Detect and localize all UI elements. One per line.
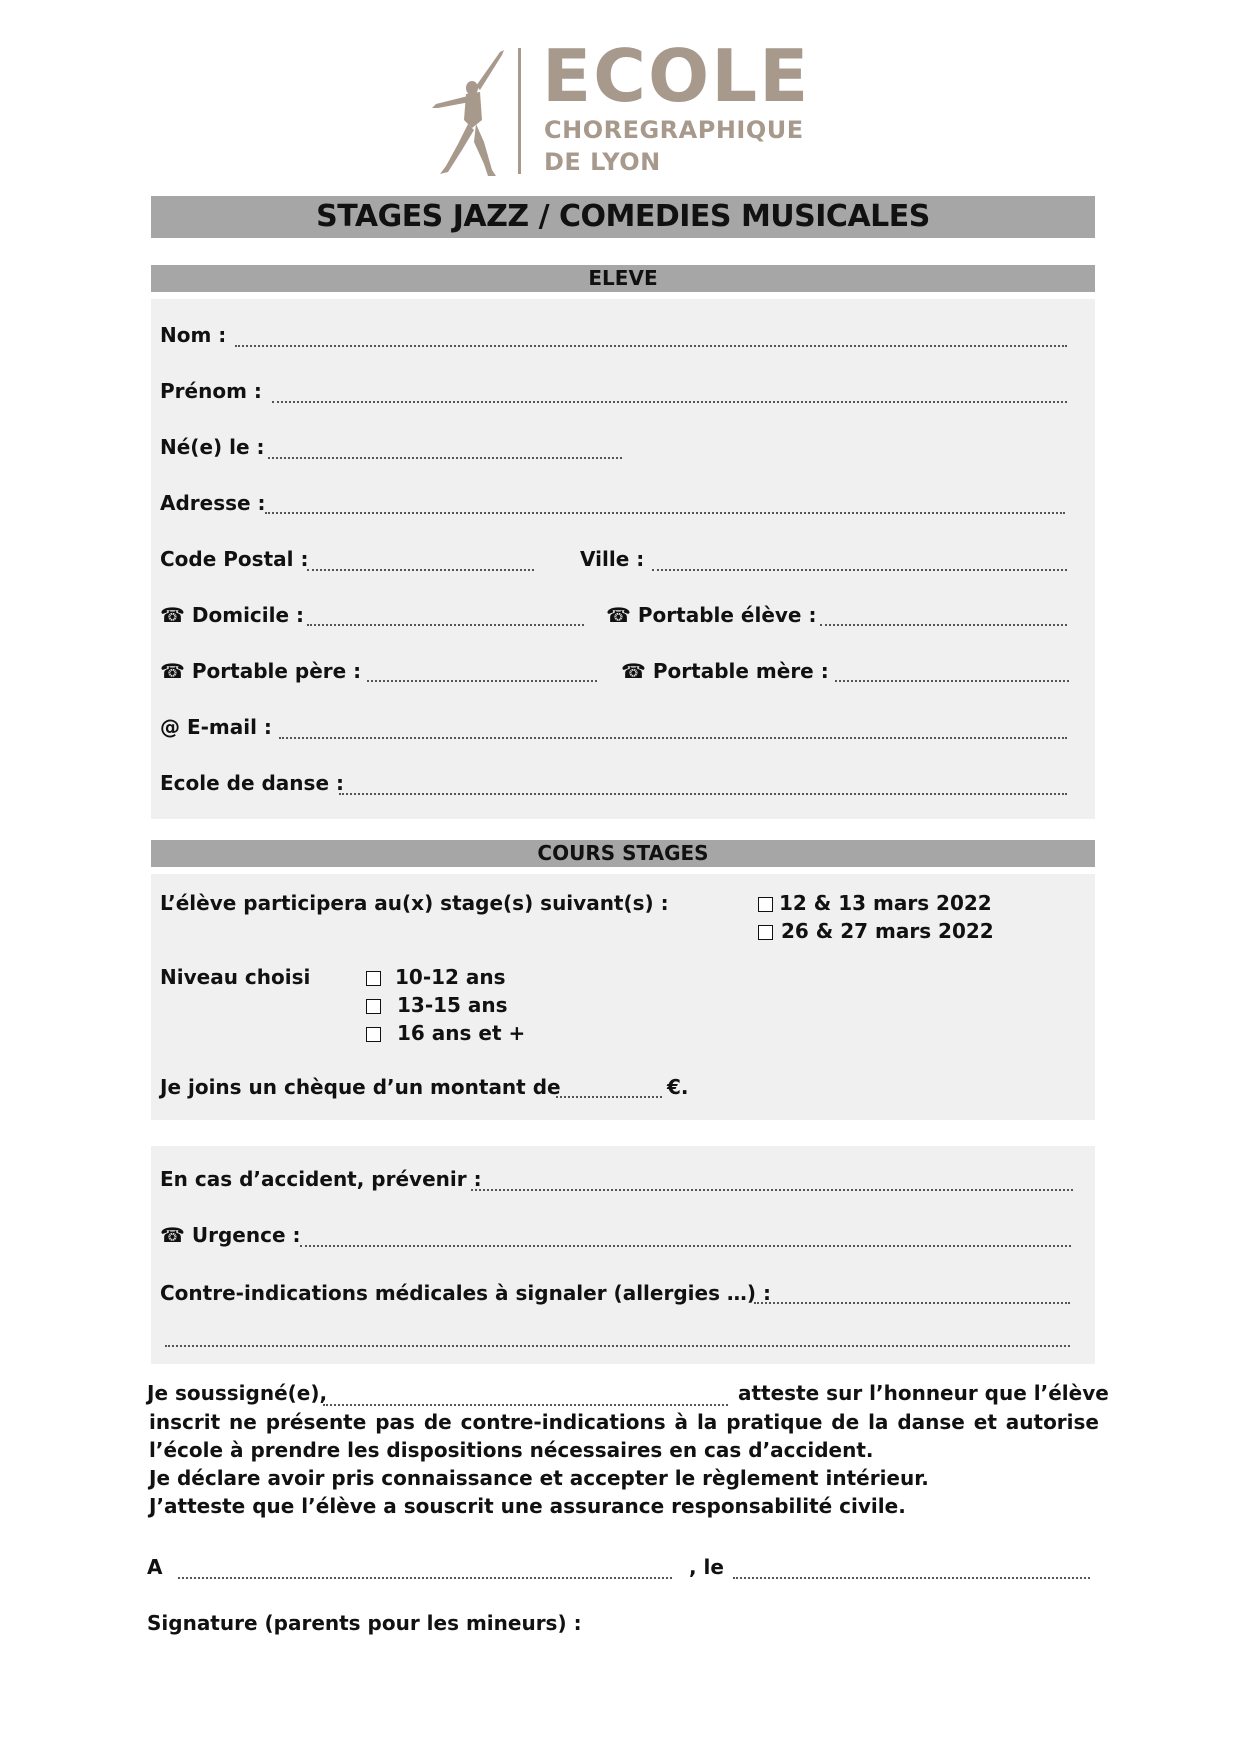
field-soussigne[interactable] (323, 1404, 728, 1406)
label-email: @ E-mail : (160, 715, 272, 739)
label-niveau: Niveau choisi (160, 965, 311, 989)
field-ne-le[interactable] (268, 457, 622, 459)
dancer-logo-icon (428, 46, 524, 180)
logo-line-3: DE LYON (544, 148, 661, 176)
label-a: A (147, 1555, 163, 1579)
label-prenom: Prénom : (160, 379, 262, 403)
checkbox[interactable] (758, 897, 773, 912)
option-niveau-3-label: 16 ans et + (397, 1021, 526, 1045)
label-portable-mere-text: Portable mère : (652, 659, 829, 683)
field-domicile[interactable] (307, 624, 584, 626)
label-cheque: Je joins un chèque d’un montant de (160, 1075, 561, 1099)
option-niveau-2-label: 13-15 ans (397, 993, 508, 1017)
label-domicile-text: Domicile : (191, 603, 305, 627)
option-date-1-label: 12 & 13 mars 2022 (779, 891, 992, 915)
label-atteste: atteste sur l’honneur que l’élève (738, 1381, 1109, 1405)
page-title: STAGES JAZZ / COMEDIES MUSICALES (151, 196, 1095, 238)
attestation-line-5: J’atteste que l’élève a souscrit une assurance responsabilité civile. (149, 1494, 906, 1518)
school-logo (428, 34, 828, 184)
checkbox[interactable] (366, 1027, 381, 1042)
section-header-cours: COURS STAGES (151, 840, 1095, 867)
phone-icon: ☎ (160, 1223, 185, 1247)
field-nom[interactable] (235, 345, 1067, 347)
field-portable-pere[interactable] (367, 680, 597, 682)
label-ville: Ville : (580, 547, 645, 571)
checkbox[interactable] (366, 971, 381, 986)
phone-icon: ☎ (160, 659, 185, 683)
label-prevenir: En cas d’accident, prévenir : (160, 1167, 482, 1191)
label-ecole-danse: Ecole de danse : (160, 771, 344, 795)
option-date-2-label: 26 & 27 mars 2022 (781, 919, 994, 943)
label-contre-indications: Contre-indications médicales à signaler (allergies …) : (160, 1281, 772, 1305)
field-lieu[interactable] (178, 1577, 672, 1579)
field-ecole-danse[interactable] (339, 793, 1067, 795)
section-header-eleve: ELEVE (151, 265, 1095, 292)
field-cheque-montant[interactable] (556, 1096, 662, 1098)
label-code-postal: Code Postal : (160, 547, 309, 571)
label-ne-le: Né(e) le : (160, 435, 265, 459)
attestation-line-2: inscrit ne présente pas de contre-indications à la pratique de la danse et autorise (149, 1410, 1099, 1434)
label-portable-eleve (606, 602, 816, 628)
option-date-1[interactable] (758, 890, 992, 916)
field-email[interactable] (279, 737, 1067, 739)
field-prenom[interactable] (272, 401, 1067, 403)
field-adresse[interactable] (265, 512, 1065, 514)
field-contre-indications[interactable] (754, 1302, 1070, 1304)
phone-icon: ☎ (160, 603, 185, 627)
label-le: , le (689, 1555, 724, 1579)
field-portable-mere[interactable] (835, 680, 1069, 682)
label-urgence (160, 1222, 301, 1248)
attestation-line-4: Je déclare avoir pris connaissance et accepter le règlement intérieur. (149, 1466, 929, 1490)
label-adresse: Adresse : (160, 491, 266, 515)
label-participera: L’élève participera au(x) stage(s) suivant(s) : (160, 891, 669, 915)
checkbox[interactable] (366, 999, 381, 1014)
option-niveau-3[interactable] (366, 1020, 525, 1046)
label-signature: Signature (parents pour les mineurs) : (147, 1611, 582, 1635)
option-niveau-1-label: 10-12 ans (395, 965, 506, 989)
label-portable-pere (160, 658, 361, 684)
label-domicile (160, 602, 304, 628)
field-urgence[interactable] (300, 1245, 1071, 1247)
phone-icon: ☎ (606, 603, 631, 627)
attestation-line-3: l’école à prendre les dispositions nécessaires en cas d’accident. (149, 1438, 874, 1462)
logo-line-2: CHOREGRAPHIQUE (544, 116, 804, 144)
field-prevenir[interactable] (471, 1189, 1073, 1191)
option-date-2[interactable] (758, 918, 994, 944)
option-niveau-1[interactable] (366, 964, 506, 990)
phone-icon: ☎ (621, 659, 646, 683)
label-portable-mere (621, 658, 829, 684)
field-code-postal[interactable] (307, 569, 534, 571)
checkbox[interactable] (758, 925, 773, 940)
label-portable-eleve-text: Portable élève : (637, 603, 817, 627)
field-portable-eleve[interactable] (820, 624, 1067, 626)
logo-divider (518, 48, 521, 174)
label-cheque-euro: €. (667, 1075, 689, 1099)
label-urgence-text: Urgence : (191, 1223, 301, 1247)
label-soussigne: Je soussigné(e), (147, 1381, 328, 1405)
label-portable-pere-text: Portable père : (191, 659, 362, 683)
logo-line-1: ECOLE (542, 34, 811, 118)
field-date[interactable] (733, 1577, 1090, 1579)
field-contre-indications-line-2[interactable] (165, 1345, 1070, 1347)
field-ville[interactable] (652, 569, 1067, 571)
label-nom: Nom : (160, 323, 227, 347)
option-niveau-2[interactable] (366, 992, 508, 1018)
